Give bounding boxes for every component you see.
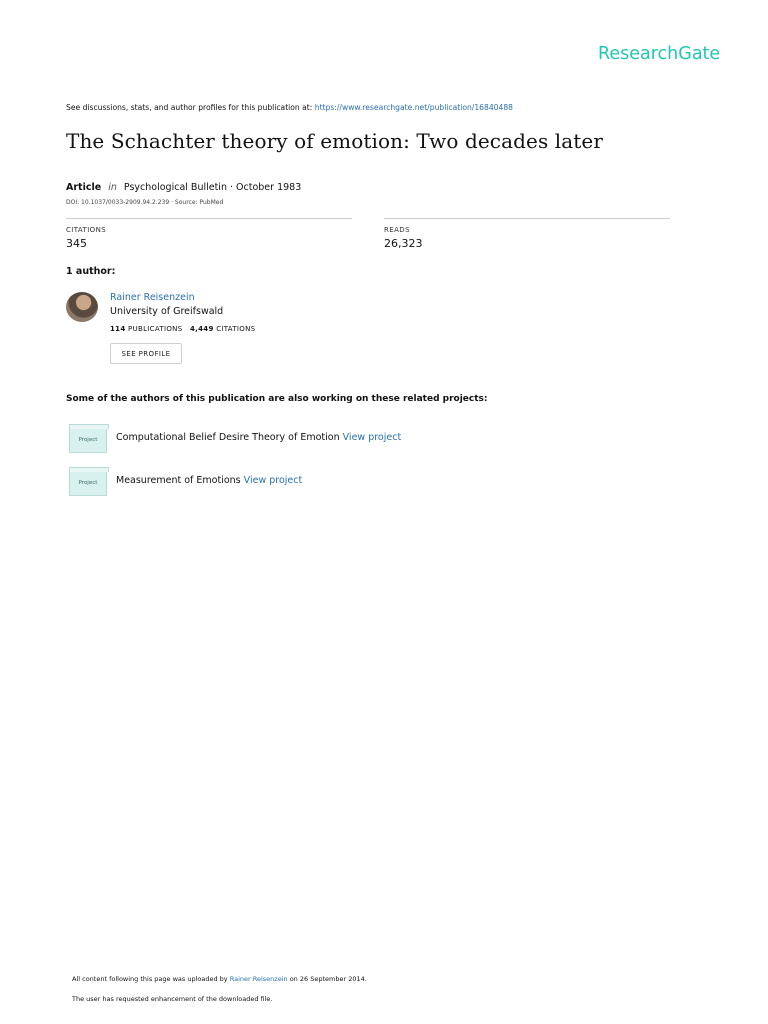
discussion-line (66, 103, 513, 112)
author-citations-label: CITATIONS (216, 325, 256, 333)
project-item (116, 432, 401, 443)
publications-label: PUBLICATIONS (128, 325, 183, 333)
reads-label: READS (384, 226, 410, 234)
publication-url-link[interactable]: https://www.researchgate.net/publication/16840488 (314, 103, 513, 112)
project-folder-icon (69, 427, 107, 453)
enhancement-note: The user has requested enhancement of the downloaded file. (72, 995, 273, 1003)
publication-meta (66, 182, 301, 193)
upload-suffix: on 26 September 2014. (289, 975, 367, 983)
project-title: Computational Belief Desire Theory of Emotion (116, 432, 340, 443)
author-citations-count: 4,449 (190, 325, 214, 333)
avatar[interactable] (66, 292, 98, 322)
page-title: The Schachter theory of emotion: Two decades later (66, 129, 604, 153)
discussion-text: See discussions, stats, and author profiles for this publication at: (66, 103, 313, 112)
project-icon-label: Project (78, 437, 98, 443)
project-icon-label: Project (78, 480, 98, 486)
citations-value: 345 (66, 237, 87, 250)
reads-divider (384, 218, 670, 219)
citations-divider (66, 218, 352, 219)
see-profile-button[interactable]: SEE PROFILE (110, 343, 182, 364)
projects-heading: Some of the authors of this publication are also working on these related projects: (66, 394, 488, 404)
journal-name: Psychological Bulletin (123, 182, 227, 193)
project-item (116, 475, 302, 486)
citations-label: CITATIONS (66, 226, 107, 234)
publication-date: · October 1983 (230, 182, 302, 193)
reads-value: 26,323 (384, 237, 423, 250)
author-stats (110, 325, 255, 333)
author-institution: University of Greifswald (110, 306, 224, 317)
doi-line: DOI: 10.1037/0033-2909.94.2.239 · Source: PubMed (66, 199, 224, 206)
project-folder-icon (69, 470, 107, 496)
article-type: Article (66, 182, 102, 193)
researchgate-logo[interactable]: ResearchGate (598, 44, 721, 64)
authors-heading: 1 author: (66, 266, 116, 277)
in-word: in (108, 182, 117, 193)
view-project-link[interactable]: View project (342, 432, 402, 443)
upload-note (72, 975, 367, 983)
upload-prefix: All content following this page was uploaded by (72, 975, 228, 983)
author-name-link[interactable]: Rainer Reisenzein (110, 292, 195, 303)
publications-count: 114 (110, 325, 126, 333)
project-title: Measurement of Emotions (116, 475, 241, 486)
uploader-link[interactable]: Rainer Reisenzein (229, 975, 288, 983)
view-project-link[interactable]: View project (243, 475, 303, 486)
